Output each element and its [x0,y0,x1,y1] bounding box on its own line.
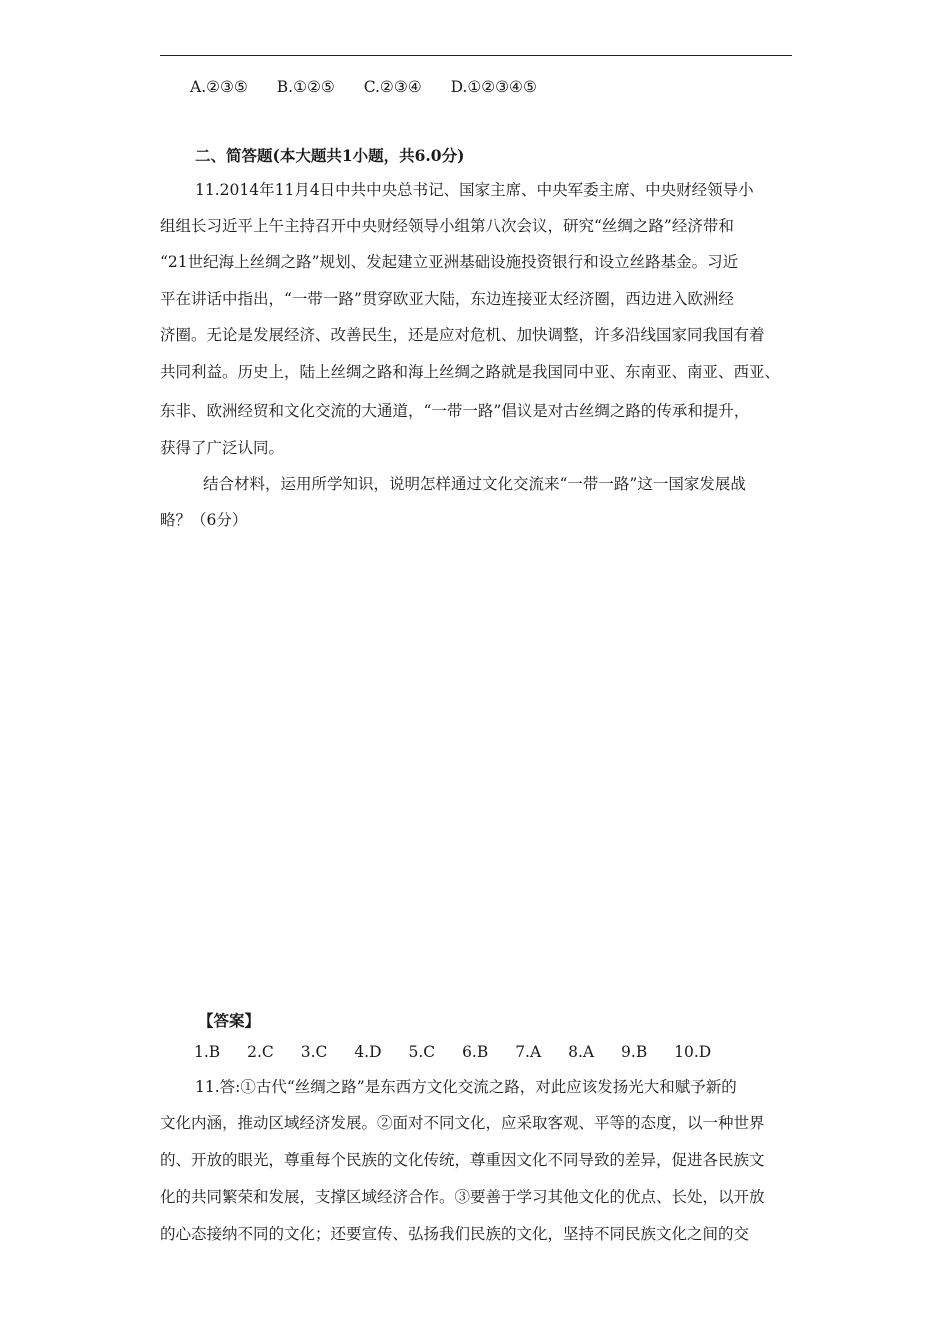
answer-3: 3.C [300,1043,328,1061]
answer-choices [194,1042,834,1062]
answer-line: 的、开放的眼光，尊重每个民族的文化传统，尊重因文化不同导致的差异，促进各民族文 [160,1151,765,1169]
answer-10: 10.D [674,1043,712,1061]
prompt-line: 略？（6分） [160,511,248,529]
section2-heading: 二、简答题(本大题共1小题，共6.0分) [195,146,465,165]
header-rule [160,55,792,56]
answer-5: 5.C [408,1043,436,1061]
question11-line: 平在讲话中指出，“一带一路”贯穿欧亚大陆，东边连接亚太经济圈，西边进入欧洲经 [160,290,734,308]
answer-1: 1.B [194,1043,221,1061]
answer-line: 文化内涵，推动区域经济发展。②面对不同文化，应采取客观、平等的态度，以一种世界 [160,1114,765,1132]
question11-line: “21世纪海上丝绸之路”规划、发起建立亚洲基础设施投资银行和设立丝路基金。习近 [160,253,739,271]
question10-options [190,77,830,97]
question11-line: 济圈。无论是发展经济、改善民生，还是应对危机、加快调整，许多沿线国家同我国有着 [160,326,765,344]
option-c: C.②③④ [363,78,422,96]
option-a: A.②③⑤ [190,78,248,96]
answer-4: 4.D [354,1043,382,1061]
answer-line: 的心态接纳不同的文化；还要宣传、弘扬我们民族的文化，坚持不同民族文化之间的交 [160,1225,750,1243]
answer-8: 8.A [568,1043,595,1061]
question11-line: 组组长习近平上午主持召开中央财经领导小组第八次会议，研究“丝绸之路”经济带和 [160,217,734,235]
answer-2: 2.C [247,1043,274,1061]
answer-7: 7.A [515,1043,542,1061]
question11-line: 共同利益。历史上，陆上丝绸之路和海上丝绸之路就是我国同中亚、东南亚、南亚、西亚、 [160,363,781,381]
answer-line: 化的共同繁荣和发展，支撑区域经济合作。③要善于学习其他文化的优点、长处，以开放 [160,1188,765,1206]
option-b: B.①②⑤ [276,78,335,96]
answer-9: 9.B [621,1043,648,1061]
option-d: D.①②③④⑤ [450,78,537,96]
question11-line: 获得了广泛认同。 [160,439,285,457]
question11-line: 11.2014年11月4日中共中央总书记、国家主席、中央军委主席、中央财经领导小 [195,181,754,199]
prompt-line: 结合材料，运用所学知识，说明怎样通过文化交流来“一带一路”这一国家发展战 [203,475,746,493]
answer-heading: 【答案】 [198,1011,261,1030]
answer-line: 11.答:①古代“丝绸之路”是东西方文化交流之路，对此应该发扬光大和赋予新的 [195,1078,737,1096]
answer-6: 6.B [462,1043,489,1061]
question11-line: 东非、欧洲经贸和文化交流的大通道，“一带一路”倡议是对古丝绸之路的传承和提升， [160,402,750,420]
